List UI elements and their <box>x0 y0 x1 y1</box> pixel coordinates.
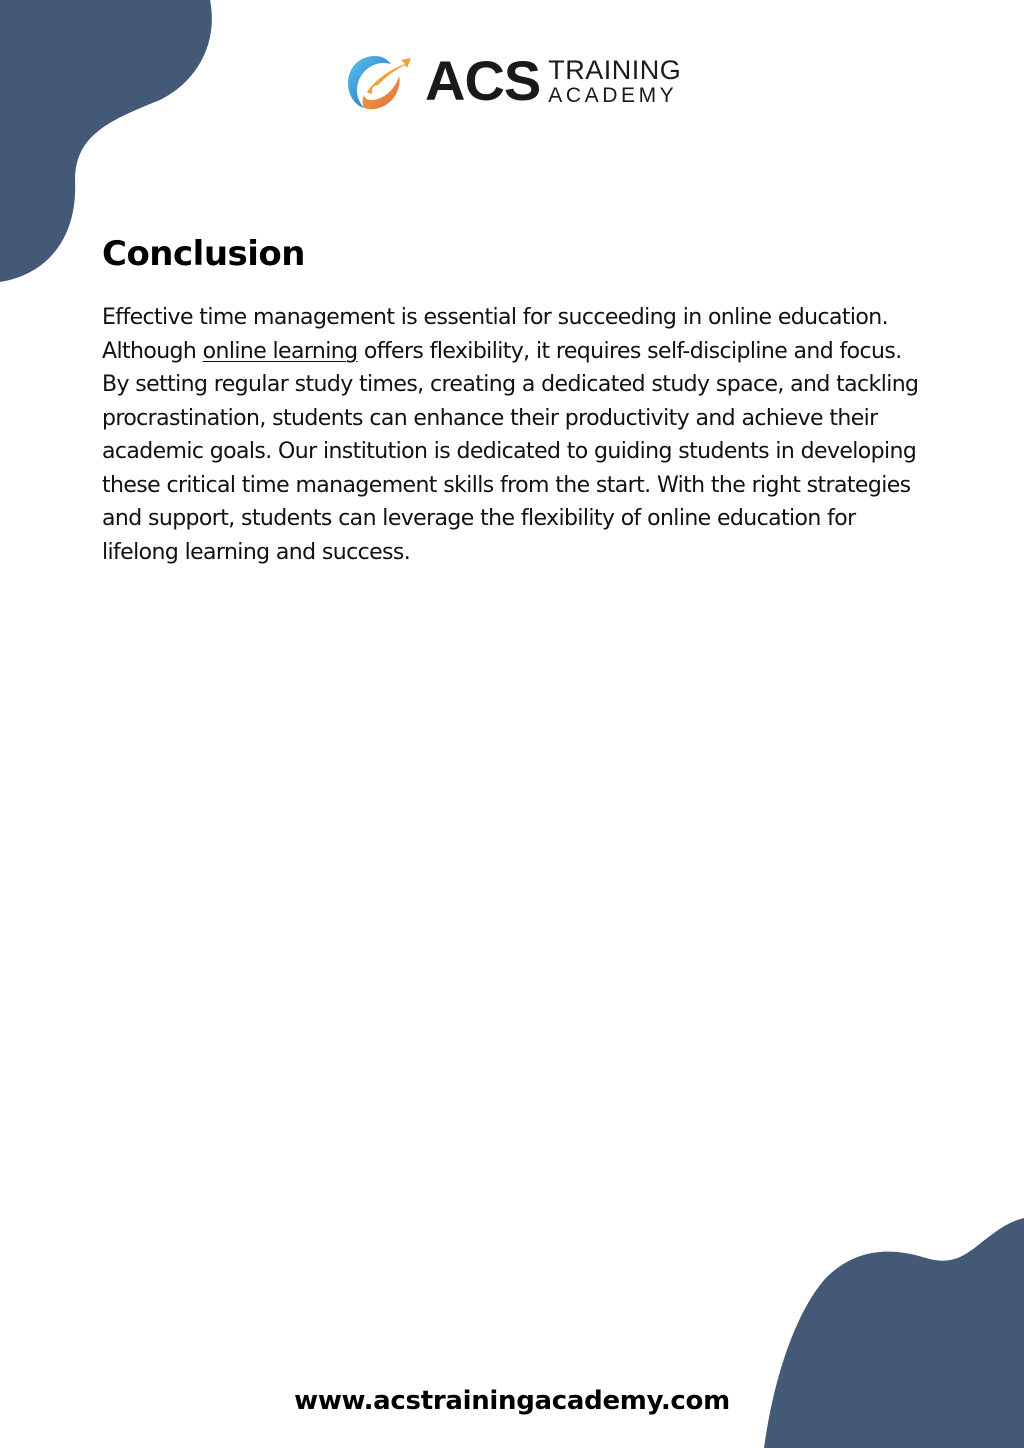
brand-subtitle <box>548 54 682 107</box>
conclusion-paragraph <box>102 301 932 569</box>
brand-logo <box>345 50 681 112</box>
section-heading: Conclusion <box>102 234 305 274</box>
paragraph-text-end: offers flexibility, it requires self-discipline and focus. By setting regular study times, creating a dedicated study space, and tackling procrastination, students can enhance their productivity and achieve their academic goals. Our institution is dedicated to guiding students in developing these critical time management skills from the start. With the right strategies and support, students can leverage the flexibility of online education for lifelong learning and success. <box>102 338 919 565</box>
brand-training-text: TRAINING <box>548 54 682 85</box>
brand-academy-text: ACADEMY <box>548 83 678 107</box>
brand-name-acs: ACS <box>425 49 541 112</box>
footer-website-url: www.acstrainingacademy.com <box>294 1386 730 1416</box>
paragraph-text-start: Effective time management is essential for succeeding in online education. Although <box>102 305 888 364</box>
online-learning-link[interactable]: online learning <box>202 338 358 364</box>
swoosh-arrow-logo-icon <box>345 50 411 112</box>
